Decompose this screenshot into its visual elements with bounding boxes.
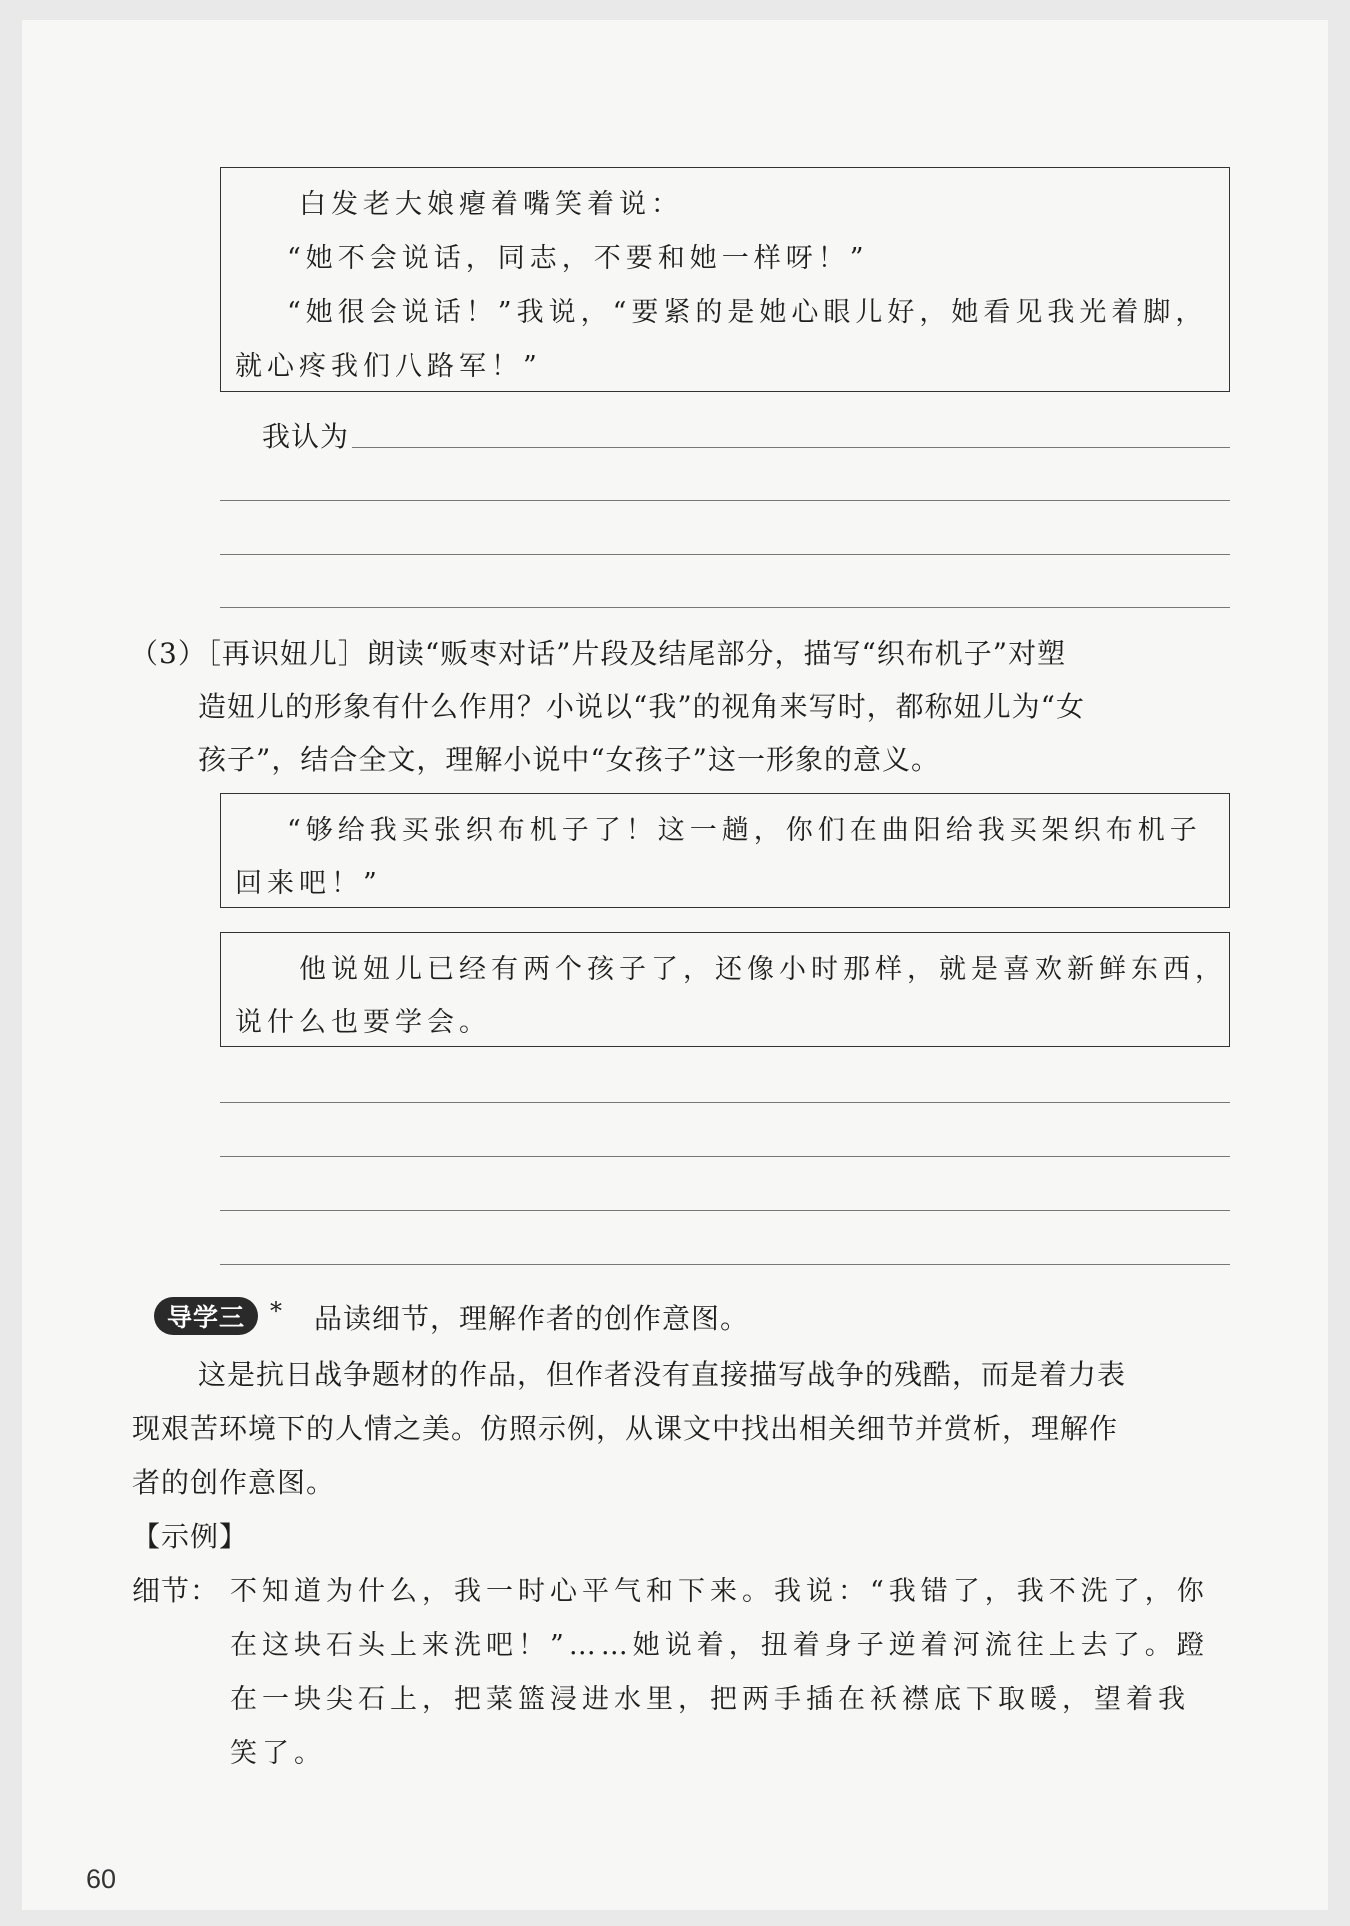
quote-line: “够给我买张织布机子了！这一趟，你们在曲阳给我买架织布机子 xyxy=(287,815,1202,846)
answer-line[interactable] xyxy=(352,447,1230,448)
question-3-line: 孩子”，结合全文，理解小说中“女孩子”这一形象的意义。 xyxy=(198,743,940,776)
quote-line: 就心疼我们八路军！” xyxy=(235,351,542,382)
detail-label: 细节： xyxy=(132,1574,220,1607)
example-label: 【示例】 xyxy=(132,1520,249,1553)
section-paragraph-line: 现艰苦环境下的人情之美。仿照示例，从课文中找出相关细节并赏析，理解作 xyxy=(132,1412,1119,1445)
detail-line: 笑了。 xyxy=(230,1738,326,1769)
section-star: * xyxy=(270,1297,283,1325)
question-3-line: （3）［再识妞儿］朗读“贩枣对话”片段及结尾部分，描写“织布机子”对塑 xyxy=(130,637,1067,670)
quote-line: “她不会说话，同志，不要和她一样呀！” xyxy=(287,243,869,274)
quote-box-loom xyxy=(220,793,1230,908)
answer-line[interactable] xyxy=(220,607,1230,608)
quote-box-niuer xyxy=(220,932,1230,1047)
section-heading: 品读细节，理解作者的创作意图。 xyxy=(314,1302,750,1335)
section-badge: 导学三 xyxy=(154,1297,258,1335)
answer-line[interactable] xyxy=(220,1156,1230,1157)
answer-line[interactable] xyxy=(220,1210,1230,1211)
page-number: 60 xyxy=(86,1864,117,1894)
quote-line: 说什么也要学会。 xyxy=(235,1007,491,1038)
quote-line: 白发老大娘瘪着嘴笑着说： xyxy=(299,189,683,220)
quote-line: “她很会说话！”我说，“要紧的是她心眼儿好，她看见我光着脚， xyxy=(287,297,1208,328)
workbook-page xyxy=(22,20,1328,1910)
detail-line: 不知道为什么，我一时心平气和下来。我说：“我错了，我不洗了，你 xyxy=(230,1576,1209,1607)
answer-line[interactable] xyxy=(220,500,1230,501)
detail-line: 在这块石头上来洗吧！”……她说着，扭着身子逆着河流往上去了。蹬 xyxy=(230,1630,1209,1661)
answer-line[interactable] xyxy=(220,554,1230,555)
quote-box-dialogue xyxy=(220,167,1230,392)
answer-prompt-label: 我认为 xyxy=(262,420,350,453)
quote-line: 他说妞儿已经有两个孩子了，还像小时那样，就是喜欢新鲜东西， xyxy=(299,954,1227,985)
detail-line: 在一块尖石上，把菜篮浸进水里，把两手插在袄襟底下取暖，望着我 xyxy=(230,1684,1190,1715)
section-paragraph-line: 者的创作意图。 xyxy=(132,1466,336,1499)
answer-line[interactable] xyxy=(220,1264,1230,1265)
question-3-line: 造妞儿的形象有什么作用？小说以“我”的视角来写时，都称妞儿为“女 xyxy=(198,690,1085,723)
quote-line: 回来吧！” xyxy=(235,868,382,899)
section-paragraph-line: 这是抗日战争题材的作品，但作者没有直接描写战争的残酷，而是着力表 xyxy=(198,1358,1127,1391)
answer-line[interactable] xyxy=(220,1102,1230,1103)
